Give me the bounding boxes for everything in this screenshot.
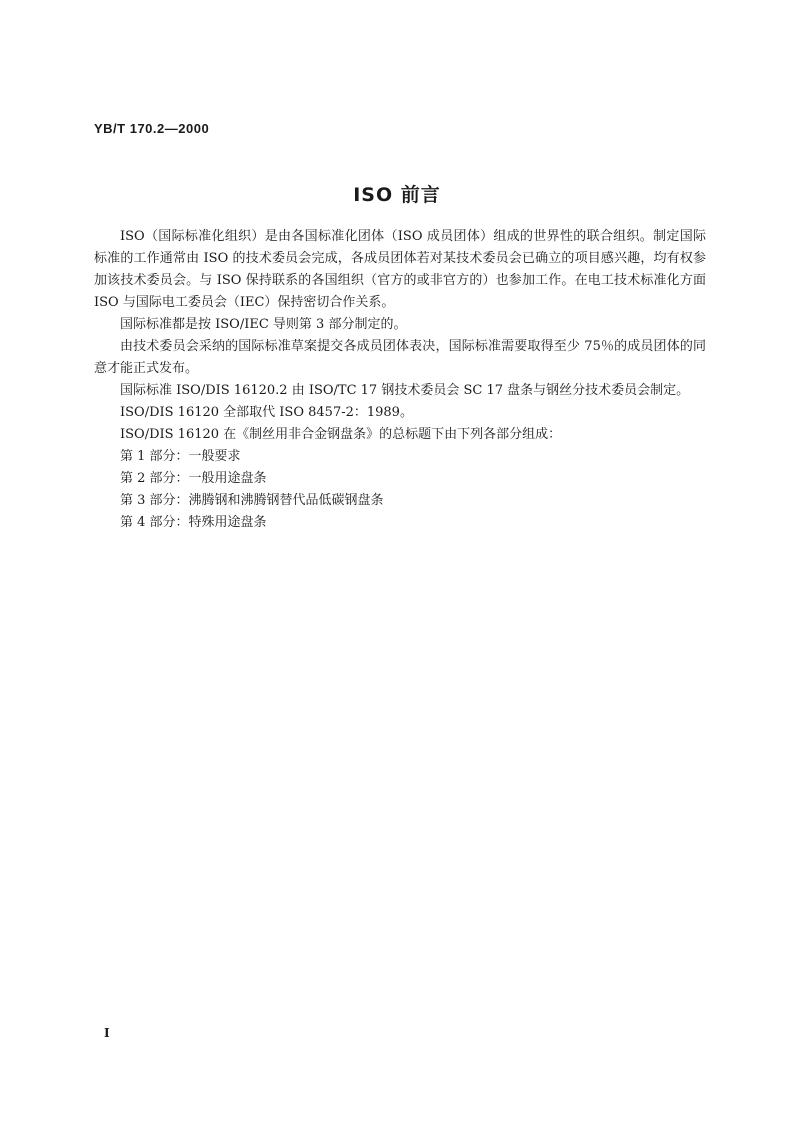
- page-title: ISO 前言: [353, 184, 441, 206]
- list-item: 第 1 部分：一般要求: [120, 449, 241, 464]
- list-item: 第 2 部分：一般用途盘条: [120, 471, 267, 486]
- paragraph-voting: 由技术委员会采纳的国际标准草案提交各成员团体表决，国际标准需要取得至少 75％的成员团体的同意才能正式发布。: [94, 339, 706, 376]
- paragraph-replacement: ISO/DIS 16120 全部取代 ISO 8457-2：1989。: [120, 405, 413, 420]
- document-body: [94, 226, 706, 534]
- paragraph-iso-organization: ISO（国际标准化组织）是由各国标准化团体（ISO 成员团体）组成的世界性的联合组织。制定国际标准的工作通常由 ISO 的技术委员会完成，各成员团体若对某技术委员会已确立的项目感兴趣，均有权参加该技术委员会。与 ISO 保持联系的各国组织（官方的或非官方的）也参加工作。在电工技术标准化方面 ISO 与国际电工委员会（IEC）保持密切合作关系。: [94, 229, 706, 310]
- page-number: I: [104, 1026, 110, 1040]
- paragraph-directives: 国际标准都是按 ISO/IEC 导则第 3 部分制定的。: [120, 317, 407, 332]
- paragraph-parts-intro: ISO/DIS 16120 在《制丝用非合金钢盘条》的总标题下由下列各部分组成：: [120, 427, 562, 442]
- paragraph-committee: 国际标准 ISO/DIS 16120.2 由 ISO/TC 17 钢技术委员会 SC 17 盘条与钢丝分技术委员会制定。: [120, 383, 690, 398]
- list-item: 第 4 部分：特殊用途盘条: [120, 515, 267, 530]
- standard-code: YB/T 170.2—2000: [94, 121, 210, 136]
- list-item: 第 3 部分：沸腾钢和沸腾钢替代品低碳钢盘条: [120, 493, 384, 508]
